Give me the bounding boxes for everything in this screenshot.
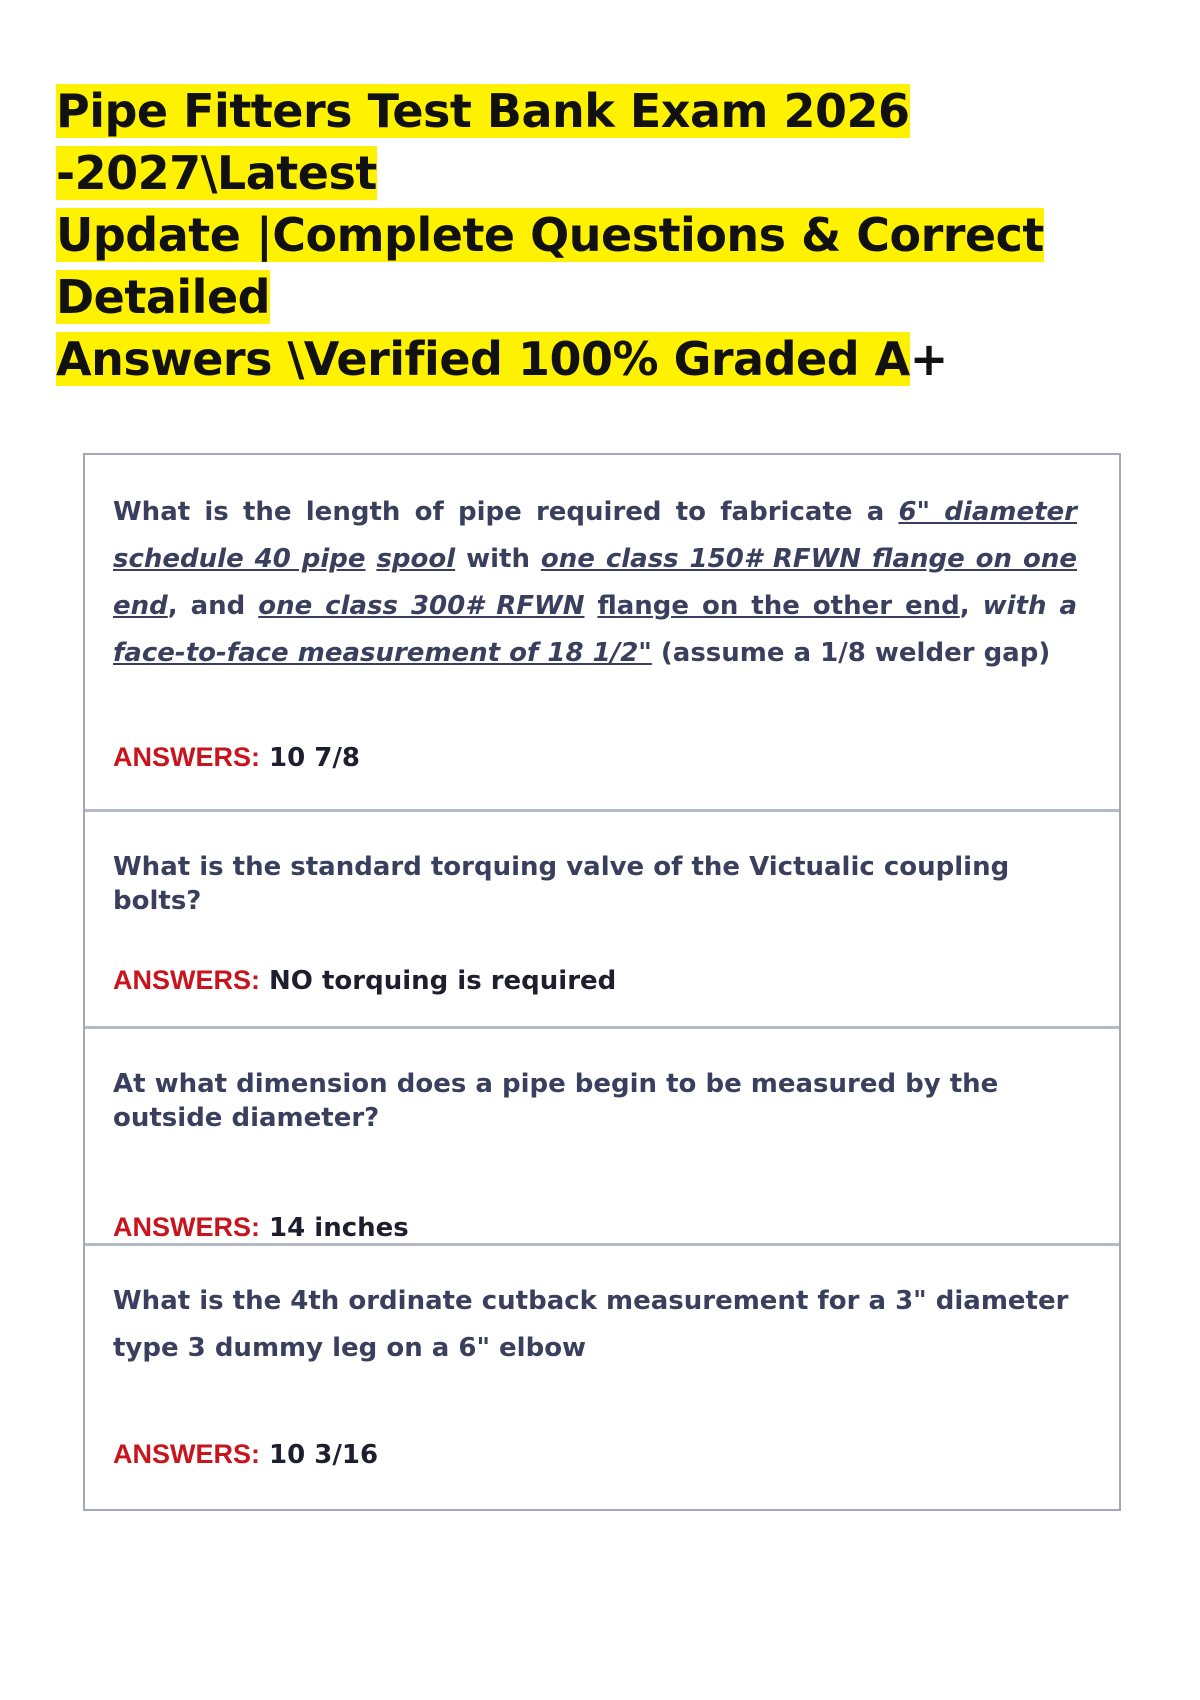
title-line-3: Answers \Verified 100% Graded A (56, 332, 910, 386)
document-title (56, 80, 1076, 390)
qa-row (85, 1246, 1119, 1509)
question-emphasis: face-to-face measurement of 18 1/2" (113, 638, 652, 668)
question-emphasis: flange on the other end (597, 591, 960, 621)
answer-value: 14 inches (260, 1213, 409, 1243)
question-text: What is the 4th ordinate cutback measurement for a 3" diameter type 3 dummy leg on a 6" elbow (113, 1286, 1069, 1363)
title-highlight (56, 84, 1044, 386)
answer-value: 10 3/16 (260, 1440, 379, 1470)
question-emphasis: one class 150# RFWN flange on one end (113, 544, 1077, 621)
title-line-3-tail: + (909, 332, 948, 386)
qa-table (83, 453, 1121, 1511)
title-line-2: Update |Complete Questions & Correct Detailed (56, 208, 1044, 324)
qa-row (85, 812, 1119, 1029)
question-emphasis: one class 300# RFWN (258, 591, 585, 621)
answer-value: 10 7/8 (260, 743, 360, 773)
qa-row (85, 1029, 1119, 1246)
question-text: What is the length of pipe required to fabricate a 6" diameter schedule 40 pipe spool with one class 150# RFWN flange on one end, and one class 300# RFWN flange on the other end, with a face-to-face measurement of 18 1/2" (assume a 1/8 welder gap) (113, 497, 1077, 668)
answer-value: NO torquing is required (260, 966, 617, 996)
answer-label: ANSWERS: (113, 965, 260, 995)
question-text: At what dimension does a pipe begin to be measured by the outside diameter? (113, 1069, 999, 1133)
question-emphasis: spool (376, 544, 456, 574)
answer-label: ANSWERS: (113, 1212, 260, 1242)
answer-line (113, 742, 360, 773)
question-text: What is the standard torquing valve of the Victualic coupling bolts? (113, 852, 1010, 916)
answer-line (113, 1439, 378, 1470)
qa-row (85, 455, 1119, 812)
answer-label: ANSWERS: (113, 742, 260, 772)
title-line-1: Pipe Fitters Test Bank Exam 2026 -2027\Latest (56, 84, 910, 200)
answer-line (113, 965, 616, 996)
answer-line (113, 1212, 409, 1243)
answer-label: ANSWERS: (113, 1439, 260, 1469)
question-emphasis: 6" diameter schedule 40 pipe (113, 497, 1077, 574)
